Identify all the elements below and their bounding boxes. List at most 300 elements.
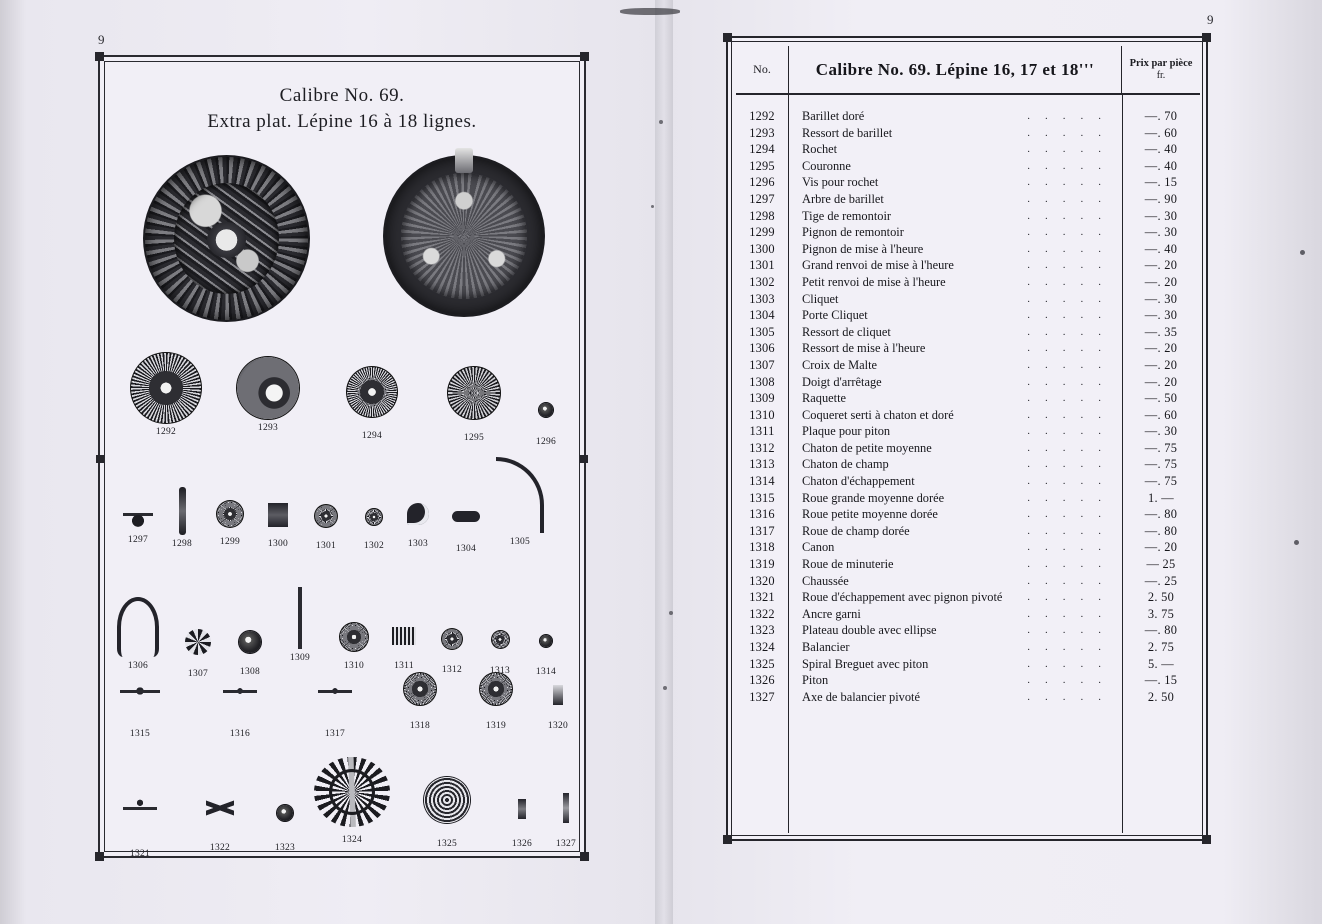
figure-caption: 1327 (555, 839, 577, 849)
row-description (788, 341, 1122, 356)
row-price: —. 15 (1144, 175, 1178, 190)
row-price: —. 70 (1144, 109, 1178, 123)
row-description (788, 690, 1122, 705)
row-description (788, 275, 1122, 290)
row-price: —. 75 (1144, 440, 1178, 455)
maltese-cross-icon (185, 629, 211, 655)
leader-dots: ..... (1027, 657, 1116, 670)
stop-finger-icon (239, 631, 261, 653)
table-row (736, 126, 1200, 143)
row-description (788, 524, 1122, 539)
row-price: —. 30 (1144, 308, 1178, 323)
table-row (736, 524, 1200, 541)
table-row (736, 292, 1200, 309)
winding-stem-icon (179, 487, 186, 535)
row-part-number: 1323 (749, 623, 775, 638)
leader-dots: ..... (1027, 458, 1116, 471)
row-description-text: Roue d'échappement avec pignon pivoté (802, 590, 1003, 605)
leader-dots: ..... (1027, 541, 1116, 554)
balance-wheel-icon (314, 757, 390, 827)
escape-wheel-icon (123, 795, 157, 821)
minute-wheel-icon (480, 673, 512, 705)
figure-caption: 1321 (129, 849, 151, 859)
screw-icon (539, 403, 553, 417)
figure-caption: 1304 (455, 544, 477, 554)
row-description-text: Croix de Malte (802, 357, 878, 372)
row-part-number: 1317 (749, 523, 775, 538)
figure-caption: 1292 (155, 427, 177, 437)
row-description-text: Spiral Breguet avec piton (802, 656, 929, 671)
row-description-text: Ressort de mise à l'heure (802, 341, 926, 356)
leader-dots: ..... (1027, 441, 1116, 454)
figure-caption: 1326 (511, 839, 533, 849)
leader-dots: ..... (1027, 192, 1116, 205)
row-part-number: 1322 (749, 606, 775, 621)
row-price: —. 40 (1144, 241, 1178, 256)
part-figure (110, 497, 166, 545)
row-description (788, 225, 1122, 240)
part-figure (300, 505, 352, 551)
row-part-number: 1311 (749, 424, 775, 439)
figure-caption: 1302 (363, 541, 385, 551)
row-description-text: Doigt d'arrêtage (802, 374, 882, 389)
table-row (736, 507, 1200, 524)
row-description-text: Couronne (802, 158, 851, 173)
chaton-field-icon (492, 631, 509, 648)
row-price: —. 75 (1144, 474, 1178, 489)
row-price: —. 60 (1144, 125, 1178, 140)
leader-dots: ..... (1027, 607, 1116, 620)
row-description (788, 441, 1122, 456)
leader-dots: ..... (1027, 508, 1116, 521)
row-description (788, 457, 1122, 472)
table-row (736, 540, 1200, 557)
table-row (736, 192, 1200, 209)
row-price: —. 20 (1144, 540, 1178, 555)
row-price: 2. 75 (1147, 640, 1175, 654)
setting-spring-icon (117, 597, 159, 657)
row-description (788, 491, 1122, 506)
row-price: —. 50 (1144, 391, 1178, 406)
row-price: 2. 50 (1147, 590, 1175, 605)
row-description (788, 640, 1122, 655)
table-vertical-rule-right (1122, 93, 1123, 833)
table-row (736, 341, 1200, 358)
table-row (736, 424, 1200, 441)
row-description (788, 126, 1122, 141)
table-row (736, 175, 1200, 192)
figure-caption: 1322 (209, 843, 231, 853)
figure-caption: 1305 (509, 537, 531, 547)
row-description-text: Piton (802, 673, 829, 688)
row-price: —. 80 (1144, 623, 1178, 638)
row-part-number: 1298 (749, 208, 775, 223)
part-figure (428, 367, 520, 443)
row-part-number: 1310 (749, 407, 775, 422)
figure-caption: 1325 (436, 839, 458, 849)
leader-dots: ..... (1027, 209, 1116, 222)
leader-dots: ..... (1027, 624, 1116, 637)
row-part-number: 1308 (749, 374, 775, 389)
table-row (736, 159, 1200, 176)
row-price: —. 30 (1144, 424, 1178, 439)
part-figure (305, 681, 365, 739)
row-description-text: Chaton de champ (802, 457, 889, 472)
table-vertical-rule-left (788, 93, 789, 833)
table-row (736, 590, 1200, 607)
row-price: —. 35 (1144, 324, 1178, 339)
row-part-number: 1313 (749, 457, 775, 472)
figure-caption: 1295 (463, 433, 485, 443)
figure-caption: 1303 (407, 539, 429, 549)
row-price: —. 25 (1144, 573, 1178, 588)
part-figure (110, 681, 170, 739)
row-price: — 25 (1146, 557, 1176, 572)
column-header-number: No. (736, 46, 789, 93)
figure-caption: 1320 (547, 721, 569, 731)
row-description-text: Petit renvoi de mise à l'heure (802, 274, 946, 289)
row-description-text: Porte Cliquet (802, 308, 868, 323)
row-description-text: Tige de remontoir (802, 208, 892, 223)
table-row (736, 607, 1200, 624)
leader-dots: ..... (1027, 126, 1116, 139)
row-part-number: 1318 (749, 540, 775, 555)
table-row (736, 690, 1200, 707)
leader-dots: ..... (1027, 491, 1116, 504)
table-row (736, 673, 1200, 690)
chaton-small-average-icon (442, 629, 462, 649)
figure-caption: 1310 (343, 661, 365, 671)
row-description (788, 557, 1122, 572)
table-row (736, 408, 1200, 425)
figure-caption: 1293 (257, 423, 279, 433)
part-figure (518, 635, 574, 677)
frame-corner-ornament (1202, 835, 1211, 844)
table-row (736, 375, 1200, 392)
row-description (788, 657, 1122, 672)
row-price: 1. — (1148, 490, 1174, 505)
part-figure (156, 487, 208, 549)
leader-dots: ..... (1027, 358, 1116, 371)
row-description-text: Balancier (802, 640, 850, 654)
part-figure (488, 457, 552, 547)
part-figure (204, 501, 256, 547)
row-part-number: 1324 (749, 640, 775, 654)
row-part-number: 1314 (749, 474, 775, 489)
leader-dots: ..... (1027, 674, 1116, 687)
scan-speck (1300, 250, 1305, 255)
row-description-text: Roue de champ dorée (802, 523, 910, 538)
table-row (736, 258, 1200, 275)
table-row (736, 557, 1200, 574)
leader-dots: ..... (1027, 425, 1116, 438)
row-part-number: 1305 (749, 324, 775, 339)
figure-caption: 1312 (441, 665, 463, 675)
part-figure (494, 799, 550, 849)
row-description (788, 474, 1122, 489)
row-price: —. 15 (1144, 673, 1178, 688)
scan-speck (663, 686, 667, 690)
leader-dots: ..... (1027, 558, 1116, 571)
row-description (788, 673, 1122, 688)
regulator-icon (292, 587, 308, 649)
table-row (736, 623, 1200, 640)
frame-mid-ornament (96, 455, 104, 463)
row-description (788, 242, 1122, 257)
figure-caption: 1316 (229, 729, 251, 739)
table-row (736, 441, 1200, 458)
part-figure (222, 357, 314, 433)
click-spring-icon (496, 457, 544, 533)
row-price: —. 20 (1144, 274, 1178, 289)
row-description (788, 192, 1122, 207)
row-description (788, 209, 1122, 224)
table-row (736, 325, 1200, 342)
part-figure (538, 793, 594, 849)
row-description-text: Cliquet (802, 291, 839, 306)
crown-icon (448, 367, 500, 419)
row-description-text: Canon (802, 540, 835, 555)
row-price: —. 40 (1144, 158, 1178, 173)
figure-caption: 1323 (274, 843, 296, 853)
table-row (736, 491, 1200, 508)
leader-dots: ..... (1027, 641, 1116, 653)
row-description (788, 325, 1122, 340)
row-description-text: Ressort de barillet (802, 125, 893, 140)
row-part-number: 1309 (749, 391, 775, 406)
table-row (736, 640, 1200, 657)
row-part-number: 1315 (749, 490, 775, 505)
leader-dots: ..... (1027, 325, 1116, 338)
leader-dots: ..... (1027, 226, 1116, 239)
row-part-number: 1303 (749, 291, 775, 306)
frame-corner-ornament (580, 52, 589, 61)
part-figure (252, 503, 304, 549)
table-row (736, 109, 1200, 126)
great-average-wheel-icon (120, 681, 160, 701)
movement-illustration-dial-side (145, 157, 308, 320)
part-figure (210, 681, 270, 739)
figure-caption: 1308 (239, 667, 261, 677)
frame-corner-ornament (95, 852, 104, 861)
row-description (788, 540, 1122, 555)
row-price: —. 20 (1144, 374, 1178, 389)
leader-dots: ..... (1027, 292, 1116, 305)
figure-caption: 1301 (315, 541, 337, 551)
row-description-text: Chaton d'échappement (802, 474, 915, 489)
table-row (736, 142, 1200, 159)
figure-caption: 1299 (219, 537, 241, 547)
leader-dots: ..... (1027, 690, 1116, 703)
row-description (788, 142, 1122, 157)
row-description-text: Grand renvoi de mise à l'heure (802, 258, 954, 273)
leader-dots: ..... (1027, 176, 1116, 189)
part-figure (170, 629, 226, 679)
row-part-number: 1302 (749, 274, 775, 289)
part-figure (348, 509, 400, 551)
part-figure (326, 623, 382, 671)
row-price: —. 30 (1144, 291, 1178, 306)
chaton-escapement-icon (540, 635, 552, 647)
click-icon (407, 503, 429, 525)
scan-smudge (620, 8, 680, 15)
row-description-text: Barillet doré (802, 109, 865, 123)
row-price: —. 80 (1144, 523, 1178, 538)
row-description (788, 109, 1122, 124)
row-price: —. 80 (1144, 507, 1178, 522)
figure-caption: 1318 (409, 721, 431, 731)
price-header-currency: fr. (1156, 69, 1166, 81)
row-price: —. 40 (1144, 142, 1178, 157)
frame-corner-ornament (95, 52, 104, 61)
figure-caption: 1306 (127, 661, 149, 671)
right-page-number: 9 (1207, 12, 1214, 27)
leader-dots: ..... (1027, 574, 1116, 587)
row-part-number: 1306 (749, 341, 775, 356)
scan-speck (669, 611, 673, 615)
row-part-number: 1325 (749, 656, 775, 671)
part-figure (120, 353, 212, 437)
leader-dots: ..... (1027, 275, 1116, 288)
left-page-number: 9 (98, 32, 105, 47)
part-figure (308, 757, 396, 845)
table-row (736, 574, 1200, 591)
click-holder-icon (452, 511, 480, 522)
leader-dots: ..... (1027, 408, 1116, 421)
row-description (788, 507, 1122, 522)
row-description (788, 175, 1122, 190)
leader-dots: ..... (1027, 242, 1116, 255)
leader-dots: ..... (1027, 259, 1116, 272)
row-description (788, 159, 1122, 174)
price-table-frame (726, 36, 1208, 841)
illustration-plate (98, 55, 586, 858)
row-description-text: Chaton de petite moyenne (802, 440, 932, 455)
figure-caption: 1311 (394, 661, 414, 671)
row-part-number: 1320 (749, 573, 775, 588)
row-price: 5. — (1148, 656, 1174, 671)
leader-dots: ..... (1027, 524, 1116, 537)
part-figure (466, 673, 526, 731)
row-price: —. 75 (1144, 457, 1178, 472)
row-part-number: 1326 (749, 673, 775, 688)
leader-dots: ..... (1027, 309, 1116, 322)
row-part-number: 1294 (749, 142, 775, 157)
row-part-number: 1300 (749, 241, 775, 256)
row-price: —. 30 (1144, 225, 1178, 240)
row-part-number: 1297 (749, 191, 775, 206)
table-row (736, 308, 1200, 325)
table-row (736, 242, 1200, 259)
row-description-text: Pignon de mise à l'heure (802, 241, 924, 256)
leader-dots: ..... (1027, 375, 1116, 388)
row-description (788, 308, 1122, 323)
row-description-text: Vis pour rochet (802, 175, 879, 190)
frame-corner-ornament (580, 852, 589, 861)
row-description (788, 375, 1122, 390)
breguet-spring-icon (424, 777, 470, 823)
part-figure (222, 631, 278, 677)
roller-table-icon (277, 805, 293, 821)
part-figure (190, 791, 250, 853)
frame-corner-ornament (723, 33, 732, 42)
row-price: 3. 75 (1147, 606, 1175, 621)
column-header-title: Calibre No. 69. Lépine 16, 17 et 18''' (789, 46, 1122, 93)
pallet-fork-icon (206, 791, 234, 825)
row-description-text: Roue de minuterie (802, 557, 894, 572)
row-description-text: Axe de balancier pivoté (802, 689, 921, 704)
scan-speck (659, 120, 663, 124)
small-setting-wheel-icon (366, 509, 382, 525)
figure-caption: 1307 (187, 669, 209, 679)
leader-dots: ..... (1027, 110, 1116, 122)
row-part-number: 1299 (749, 225, 775, 240)
row-description (788, 408, 1122, 423)
figure-caption: 1313 (489, 666, 511, 676)
table-row (736, 474, 1200, 491)
leader-dots: ..... (1027, 392, 1116, 405)
stud-plate-icon (392, 627, 416, 645)
row-description-text: Ressort de cliquet (802, 324, 891, 339)
row-price: 2. 50 (1147, 689, 1175, 704)
large-setting-wheel-icon (315, 505, 337, 527)
ratchet-wheel-icon (347, 367, 397, 417)
figure-caption: 1294 (361, 431, 383, 441)
row-description (788, 590, 1122, 605)
barrel-wheel-icon (131, 353, 201, 423)
part-figure (530, 685, 586, 731)
table-row (736, 391, 1200, 408)
figure-caption: 1314 (535, 667, 557, 677)
row-part-number: 1301 (749, 258, 775, 273)
row-part-number: 1304 (749, 308, 775, 323)
stud-icon (518, 799, 526, 819)
leader-dots: ..... (1027, 591, 1116, 604)
frame-corner-ornament (1202, 33, 1211, 42)
row-description-text: Roue petite moyenne dorée (802, 507, 938, 522)
row-description (788, 292, 1122, 307)
figure-caption: 1319 (485, 721, 507, 731)
row-part-number: 1293 (749, 125, 775, 140)
row-part-number: 1292 (749, 109, 775, 123)
figure-caption: 1317 (324, 729, 346, 739)
part-figure (440, 511, 492, 554)
part-figure (410, 777, 484, 849)
table-row (736, 209, 1200, 226)
setting-pinion-icon (268, 503, 288, 527)
barrel-arbor-icon (121, 497, 155, 531)
row-price: —. 20 (1144, 258, 1178, 273)
leader-dots: ..... (1027, 159, 1116, 172)
row-part-number: 1295 (749, 158, 775, 173)
cock-jewel-icon (340, 623, 368, 651)
part-figure (110, 795, 170, 859)
row-description (788, 391, 1122, 406)
figure-caption: 1315 (129, 729, 151, 739)
table-row (736, 225, 1200, 242)
scan-speck (1294, 540, 1299, 545)
row-description-text: Ancre garni (802, 606, 861, 621)
row-description (788, 607, 1122, 622)
part-figure (326, 367, 418, 441)
row-description-text: Raquette (802, 391, 847, 406)
row-description-text: Roue grande moyenne dorée (802, 490, 945, 505)
row-part-number: 1316 (749, 507, 775, 522)
row-description (788, 424, 1122, 439)
hour-wheel-icon (553, 685, 563, 705)
movement-illustration-plate-side (385, 157, 543, 315)
figure-caption: 1298 (171, 539, 193, 549)
